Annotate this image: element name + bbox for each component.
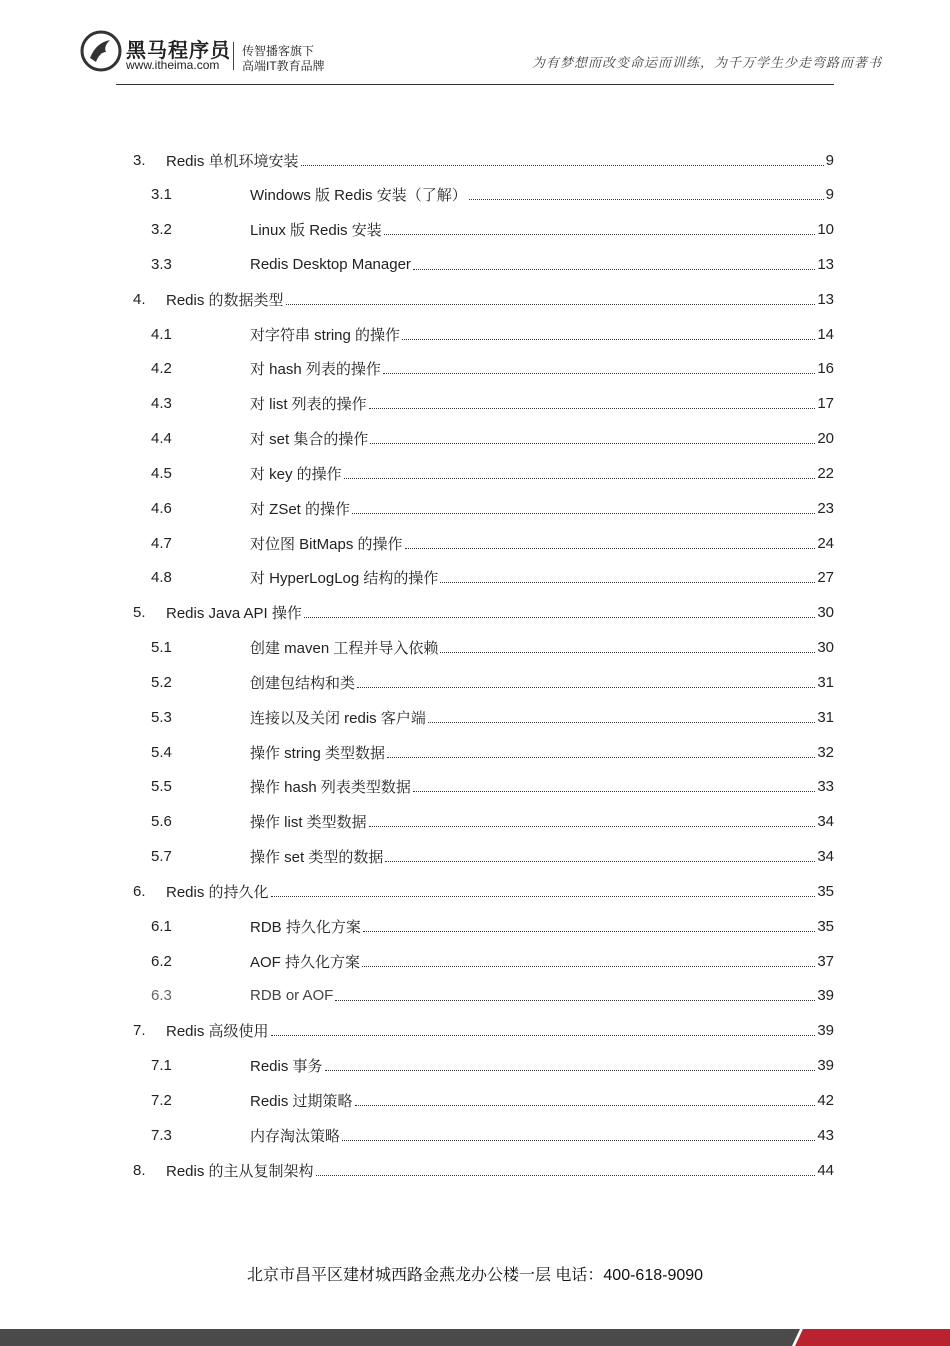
toc-entry-number: 4.7 xyxy=(151,534,172,552)
toc-entry-title[interactable]: 操作 hash 列表类型数据 xyxy=(250,779,411,797)
toc-entry-title[interactable]: 对 list 列表的操作 xyxy=(250,396,367,414)
toc-entry-number: 5.4 xyxy=(151,743,172,761)
toc-entry[interactable] xyxy=(0,317,950,351)
toc-entry-line xyxy=(250,776,834,797)
footer-bar xyxy=(0,1329,950,1346)
toc-dot-leader xyxy=(428,722,815,723)
toc-entry-title[interactable]: Redis 高级使用 xyxy=(166,1023,269,1041)
toc-entry-number: 6.1 xyxy=(151,917,172,935)
toc-entry-line xyxy=(250,567,834,588)
toc-dot-leader xyxy=(440,652,815,653)
toc-entry-number: 4.8 xyxy=(151,569,172,587)
toc-entry-page[interactable]: 32 xyxy=(817,743,834,761)
toc-entry[interactable] xyxy=(0,352,950,386)
toc-entry-number: 7.2 xyxy=(151,1091,172,1109)
toc-entry[interactable] xyxy=(0,143,950,177)
toc-entry-title[interactable]: Redis 过期策略 xyxy=(250,1092,353,1110)
toc-entry-line xyxy=(166,602,834,623)
toc-entry-title[interactable]: Redis 的数据类型 xyxy=(166,291,284,309)
toc-entry-number: 4.4 xyxy=(151,430,172,448)
toc-entry-page[interactable]: 13 xyxy=(817,255,834,273)
toc-entry[interactable] xyxy=(0,840,950,874)
toc-entry[interactable] xyxy=(0,561,950,595)
toc-entry-title[interactable]: Redis 的主从复制架构 xyxy=(166,1162,314,1180)
toc-entry[interactable] xyxy=(0,1083,950,1117)
toc-entry-title[interactable]: 创建包结构和类 xyxy=(250,674,356,692)
toc-entry-page[interactable]: 9 xyxy=(825,186,834,204)
toc-entry[interactable] xyxy=(0,1014,950,1048)
toc-dot-leader xyxy=(301,165,824,166)
toc-entry-number: 5.6 xyxy=(151,813,172,831)
toc-entry-line xyxy=(250,498,834,519)
toc-entry-page[interactable]: 35 xyxy=(817,917,834,935)
toc-entry-title[interactable]: Windows 版 Redis 安装（了解） xyxy=(250,187,467,205)
toc-entry[interactable] xyxy=(0,282,950,316)
toc-entry-page[interactable]: 39 xyxy=(817,1057,834,1075)
toc-entry-line xyxy=(250,533,834,554)
toc-entry-title[interactable]: 对 hash 列表的操作 xyxy=(250,361,381,379)
toc-entry-page[interactable]: 39 xyxy=(817,987,834,1005)
toc-dot-leader xyxy=(342,1140,815,1141)
horse-logo-icon xyxy=(80,30,122,72)
brand-name: 黑马程序员 xyxy=(126,40,231,62)
toc-entry[interactable] xyxy=(0,735,950,769)
toc-entry-page[interactable]: 34 xyxy=(817,813,834,831)
toc-entry[interactable] xyxy=(0,213,950,247)
toc-entry-page[interactable]: 23 xyxy=(817,499,834,517)
toc-dot-leader xyxy=(271,1035,816,1036)
toc-dot-leader xyxy=(385,861,815,862)
toc-entry-line xyxy=(250,672,834,693)
footer-bar-dark xyxy=(0,1329,800,1346)
toc-dot-leader xyxy=(369,408,816,409)
toc-dot-leader xyxy=(384,234,816,235)
toc-entry-page[interactable]: 42 xyxy=(817,1091,834,1109)
toc-entry-line xyxy=(250,393,834,414)
toc-entry-title[interactable]: Redis 的持久化 xyxy=(166,883,269,901)
toc-entry-number: 6. xyxy=(133,882,146,900)
toc-dot-leader xyxy=(355,1105,816,1106)
toc-entry-number: 5.2 xyxy=(151,673,172,691)
toc-entry-line xyxy=(250,1125,834,1146)
toc-entry-line xyxy=(166,881,834,902)
toc-entry[interactable] xyxy=(0,1118,950,1152)
toc-entry-line xyxy=(250,1090,834,1111)
toc-dot-leader xyxy=(402,339,815,340)
toc-entry-page[interactable]: 44 xyxy=(817,1161,834,1179)
toc-entry-title[interactable]: 对位图 BitMaps 的操作 xyxy=(250,535,403,553)
toc-entry-line xyxy=(166,1020,834,1041)
toc-entry-number: 5. xyxy=(133,604,146,622)
toc-entry-number: 5.3 xyxy=(151,708,172,726)
toc-dot-leader xyxy=(383,373,815,374)
toc-dot-leader xyxy=(344,478,816,479)
toc-dot-leader xyxy=(304,617,815,618)
toc-entry-line xyxy=(250,916,834,937)
toc-entry-title[interactable]: 操作 list 类型数据 xyxy=(250,814,367,832)
toc-entry-title[interactable]: 连接以及关闭 redis 客户端 xyxy=(250,709,426,727)
toc-dot-leader xyxy=(469,199,824,200)
toc-entry-number: 4.2 xyxy=(151,360,172,378)
toc-entry-line xyxy=(250,707,834,728)
toc-entry-number: 4.5 xyxy=(151,464,172,482)
toc-dot-leader xyxy=(413,269,815,270)
toc-entry-page[interactable]: 22 xyxy=(817,464,834,482)
toc-entry-page[interactable]: 24 xyxy=(817,534,834,552)
toc-entry[interactable] xyxy=(0,700,950,734)
toc-entry-number: 4.6 xyxy=(151,499,172,517)
toc-entry-line xyxy=(250,428,834,449)
toc-entry-page[interactable]: 9 xyxy=(825,151,834,169)
toc-entry-title[interactable]: AOF 持久化方案 xyxy=(250,953,361,971)
toc-dot-leader xyxy=(370,443,815,444)
toc-entry-page[interactable]: 35 xyxy=(817,882,834,900)
toc-entry-number: 6.2 xyxy=(151,952,172,970)
toc-entry-number: 3. xyxy=(133,151,146,169)
toc-entry-line xyxy=(250,637,834,658)
toc-entry-line xyxy=(250,256,834,273)
toc-dot-leader xyxy=(363,931,815,932)
toc-entry-line xyxy=(166,150,834,171)
toc-entry-title[interactable]: Redis Java API 操作 xyxy=(166,605,302,623)
toc-entry[interactable] xyxy=(0,874,950,908)
toc-entry-page[interactable]: 43 xyxy=(817,1126,834,1144)
toc-entry[interactable] xyxy=(0,178,950,212)
toc-dot-leader xyxy=(286,304,816,305)
toc-entry-title[interactable]: Redis Desktop Manager xyxy=(250,255,411,273)
toc-entry[interactable] xyxy=(0,596,950,630)
toc-entry[interactable] xyxy=(0,247,950,281)
brand-tagline-1: 传智播客旗下 xyxy=(242,44,315,58)
toc-entry-line xyxy=(250,219,834,240)
footer-address: 北京市昌平区建材城西路金燕龙办公楼一层 电话：400-618-9090 xyxy=(246,1267,704,1284)
toc-entry-number: 7. xyxy=(133,1022,146,1040)
toc-entry-number: 4.3 xyxy=(151,395,172,413)
toc-dot-leader xyxy=(405,548,816,549)
toc-entry-number: 7.1 xyxy=(151,1057,172,1075)
toc-entry-number: 4. xyxy=(133,290,146,308)
toc-entry-line xyxy=(250,951,834,972)
brand-tagline-2: 高端IT教育品牌 xyxy=(242,59,325,73)
toc-entry-title[interactable]: RDB 持久化方案 xyxy=(250,918,361,936)
toc-dot-leader xyxy=(325,1070,816,1071)
toc-entry-title[interactable]: 对字符串 string 的操作 xyxy=(250,326,401,344)
toc-entry-number: 5.1 xyxy=(151,639,172,657)
toc-dot-leader xyxy=(357,687,815,688)
toc-dot-leader xyxy=(362,966,815,967)
toc-entry-page[interactable]: 13 xyxy=(817,290,834,308)
toc-entry-page[interactable]: 10 xyxy=(817,221,834,239)
toc-entry-title[interactable]: 操作 string 类型数据 xyxy=(250,744,386,762)
toc-entry[interactable] xyxy=(0,491,950,525)
toc-entry-line xyxy=(250,811,834,832)
toc-entry-title[interactable]: 内存淘汰策略 xyxy=(250,1127,341,1145)
header-slogan: 为有梦想而改变命运而训练，为千万学生少走弯路而著书 xyxy=(531,56,882,71)
toc-entry-page[interactable]: 31 xyxy=(817,708,834,726)
toc-dot-leader xyxy=(352,513,815,514)
toc-entry-page[interactable]: 37 xyxy=(817,952,834,970)
toc-entry-page[interactable]: 33 xyxy=(817,778,834,796)
toc-entry-page[interactable]: 30 xyxy=(817,604,834,622)
toc-entry-title[interactable]: Redis 事务 xyxy=(250,1058,323,1076)
brand-divider xyxy=(233,42,234,70)
toc-entry[interactable] xyxy=(0,909,950,943)
toc-entry[interactable] xyxy=(0,456,950,490)
toc-entry[interactable] xyxy=(0,770,950,804)
toc-entry-page[interactable]: 20 xyxy=(817,430,834,448)
toc-dot-leader xyxy=(387,757,815,758)
toc-entry-title[interactable]: 对 key 的操作 xyxy=(250,465,342,483)
toc-entry-number: 3.1 xyxy=(151,186,172,204)
toc-entry[interactable] xyxy=(0,944,950,978)
toc-dot-leader xyxy=(413,791,815,792)
toc-entry-title[interactable]: 对 set 集合的操作 xyxy=(250,431,369,449)
toc-entry-line xyxy=(250,1055,834,1076)
toc-entry-page[interactable]: 30 xyxy=(817,639,834,657)
toc-entry-line xyxy=(250,358,834,379)
toc-entry-line xyxy=(250,184,834,205)
toc-entry-page[interactable]: 31 xyxy=(817,673,834,691)
toc-entry-number: 3.3 xyxy=(151,255,172,273)
page-header xyxy=(0,0,950,90)
toc-dot-leader xyxy=(271,896,816,897)
toc-entry-number: 5.7 xyxy=(151,848,172,866)
toc-entry-page[interactable]: 39 xyxy=(817,1022,834,1040)
toc-entry-line xyxy=(166,1160,834,1181)
toc-dot-leader xyxy=(369,826,816,827)
toc-entry-number: 5.5 xyxy=(151,778,172,796)
toc-entry-line xyxy=(166,289,834,310)
toc-entry-page[interactable]: 27 xyxy=(817,569,834,587)
toc-entry-title[interactable]: 对 ZSet 的操作 xyxy=(250,500,351,518)
toc-entry-page[interactable]: 14 xyxy=(817,325,834,343)
toc-entry[interactable] xyxy=(0,1049,950,1083)
toc-entry-number: 7.3 xyxy=(151,1126,172,1144)
toc-entry-line xyxy=(250,324,834,345)
toc-entry-title[interactable]: RDB or AOF xyxy=(250,987,334,1005)
toc-entry[interactable] xyxy=(0,631,950,665)
toc-entry[interactable] xyxy=(0,526,950,560)
toc-entry-number: 3.2 xyxy=(151,221,172,239)
toc-dot-leader xyxy=(440,582,815,583)
toc-entry-line xyxy=(250,463,834,484)
toc-entry-line xyxy=(250,846,834,867)
toc-entry[interactable] xyxy=(0,387,950,421)
toc-entry-line xyxy=(250,742,834,763)
footer-bar-red xyxy=(795,1329,950,1346)
toc-entry[interactable] xyxy=(0,665,950,699)
brand-url[interactable]: www.itheima.com xyxy=(126,58,220,72)
toc-entry-title[interactable]: 操作 set 类型的数据 xyxy=(250,849,384,867)
toc-entry-number: 8. xyxy=(133,1161,146,1179)
toc-entry[interactable] xyxy=(0,422,950,456)
toc-dot-leader xyxy=(316,1175,816,1176)
toc-entry-number: 6.3 xyxy=(151,987,172,1005)
toc-entry[interactable] xyxy=(0,979,950,1013)
toc-entry-title[interactable]: Linux 版 Redis 安装 xyxy=(250,222,382,240)
toc-entry-line xyxy=(250,987,834,1004)
toc-entry-number: 4.1 xyxy=(151,325,172,343)
toc-entry[interactable] xyxy=(0,1153,950,1187)
toc-entry-page[interactable]: 34 xyxy=(817,848,834,866)
toc-entry-page[interactable]: 16 xyxy=(817,360,834,378)
header-rule xyxy=(116,84,834,85)
toc-entry-title[interactable]: 创建 maven 工程并导入依赖 xyxy=(250,640,439,658)
toc-dot-leader xyxy=(335,1000,815,1001)
toc-entry[interactable] xyxy=(0,805,950,839)
toc-entry-title[interactable]: 对 HyperLogLog 结构的操作 xyxy=(250,570,439,588)
toc-entry-title[interactable]: Redis 单机环境安装 xyxy=(166,152,299,170)
toc-entry-page[interactable]: 17 xyxy=(817,395,834,413)
